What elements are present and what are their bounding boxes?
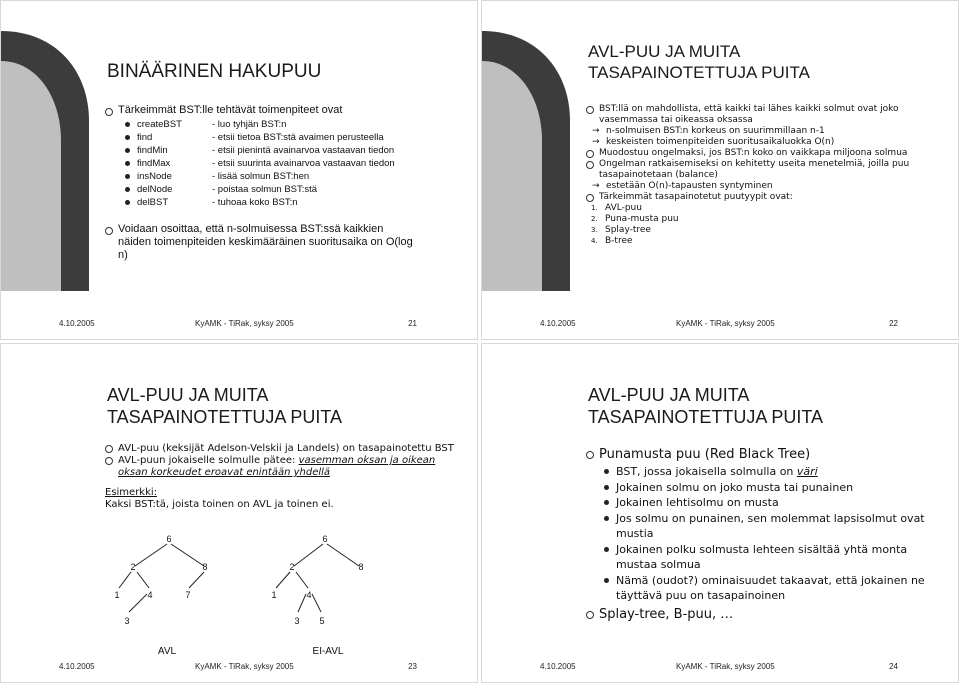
example-label: Esimerkki: [105,487,158,498]
sub-bullet: Jokainen lehtisolmu on musta [604,495,942,511]
arrow-item: → keskeisten toimenpiteiden suoritusaikaluokka O(n) [592,137,942,148]
slide-24: AVL-PUU JA MUITA TASAPAINOTETTUJA PUITA Punamusta puu (Red Black Tree) BST, jossa jokaisella solmulla on väri Jokainen solmu on joko musta tai punainen Jokainen lehtisolmu on musta Jos solmu on punainen, sen molemmat lapsisolmut ovat mustia Jokainen polku solmusta lehteen sisältää yhtä monta mustaa solmua Nämä (oudot?) ominaisuudet takaavat, että jokainen ne täyttävä puu on tasapainoinen Splay-tree, B-puu, … 4.10.2005 KyAMK - TiRak, syksy 2005 24 [481,343,959,683]
slide-21: BINÄÄRINEN HAKUPUU Tärkeimmät BST:lle tehtävät toimenpiteet ovat createBST - luo tyhjän BST:n find - etsii tietoa BST:stä avaimen perusteella findMin - etsii pienintä avainarvoa vastaavan tiedon findMax - etsii suurinta avainarvoa vastaavan tiedon insNode - lisää solmun BST:hen delNode - poistaa solmun BST:stä delBST - tuhoaa koko BST:n Voidaan osoittaa, että n-solmuisessa BST:ssä kaikkien näiden toimenpiteiden keskimääräinen suoritusaika on O(log n) 4.10.2005 KyAMK - TiRak, syksy 2005 21 [0,0,478,340]
tree-node: 1 [271,590,277,600]
bullet: Tärkeimmät tasapainotetut puutyypit ovat: [586,192,942,203]
tree-diagrams [1,524,478,664]
tree-node: 2 [130,562,136,572]
tree-node: 7 [185,590,191,600]
sub-bullet: Jokainen polku solmusta lehteen sisältää yhtä monta mustaa solmua [604,542,942,573]
bullet: AVL-puun jokaiselle solmulle pätee: vasemman oksan ja oikean oksan korkeudet eroavat enintään yhdellä [105,455,461,479]
arrow-item: → estetään O(n)-tapausten syntyminen [592,181,942,192]
type-item: 3. Splay-tree [591,225,651,235]
sub-bullet: BST, jossa jokaisella solmulla on väri [604,464,942,480]
function-item: findMax - etsii suurinta avainarvoa vastaavan tiedon [125,157,461,170]
function-item: find - etsii tietoa BST:stä avaimen perusteella [125,131,461,144]
bullet: Punamusta puu (Red Black Tree) [586,446,942,464]
slide-decoration [482,1,602,340]
tree-node: 4 [306,590,312,600]
sub-bullet: Jos solmu on punainen, sen molemmat lapsisolmut ovat mustia [604,511,942,542]
tree-node: 6 [322,534,328,544]
slide-23: AVL-PUU JA MUITA TASAPAINOTETTUJA PUITA AVL-puu (keksijät Adelson-Velskii ja Landels) on tasapainotettu BST AVL-puun jokaiselle solmulle pätee: vasemman oksan ja oikean oksan korkeudet eroavat enintään yhdellä Esimerkki: Kaksi BST:tä, joista toinen on AVL ja toinen ei. 6 2 8 1 4 7 3 AVL 6 2 8 1 4 3 5 EI-AVL 4.10.2005 KyAMK - TiRak, syksy 2005 23 [0,343,478,683]
tree-label: AVL [157,646,177,657]
intro-text: Tärkeimmät BST:lle tehtävät toimenpiteet ovat [105,104,461,116]
bullet: AVL-puu (keksijät Adelson-Velskii ja Landels) on tasapainotettu BST [105,443,461,455]
tree-node: 3 [124,616,130,626]
function-item: insNode - lisää solmun BST:hen [125,170,461,183]
bullet: Muodostuu ongelmaksi, jos BST:n koko on vaikkapa miljoona solmua [586,148,942,159]
tree-node: 3 [294,616,300,626]
slide-title: AVL-PUU JA MUITA TASAPAINOTETTUJA PUITA [107,385,343,427]
slide-body [105,443,461,511]
bullet: Ongelman ratkaisemiseksi on kehitetty useita menetelmiä, joilla puu tasapainotetaan (balance) [586,159,942,181]
tree-node: 6 [166,534,172,544]
tree-node: 5 [319,616,325,626]
sub-bullet: Jokainen solmu on joko musta tai punainen [604,480,942,496]
function-item: findMin - etsii pienintä avainarvoa vastaavan tiedon [125,144,461,157]
tree-label: EI-AVL [312,646,344,657]
bullet: Splay-tree, B-puu, … [586,606,942,624]
slide-decoration [1,1,121,340]
example-text: Kaksi BST:tä, joista toinen on AVL ja toinen ei. [105,499,334,510]
tree-node: 1 [114,590,120,600]
bullet: BST:llä on mahdollista, että kaikki tai lähes kaikki solmut ovat joko vasemmassa tai oikeassa oksassa [586,104,942,126]
function-item: createBST - luo tyhjän BST:n [125,118,461,131]
slide-body [586,446,942,624]
function-item: delNode - poistaa solmun BST:stä [125,183,461,196]
slide-body [105,104,461,262]
function-list [105,118,461,209]
slide-title: AVL-PUU JA MUITA TASAPAINOTETTUJA PUITA [588,42,810,82]
slide-body [586,104,942,247]
slide-title: AVL-PUU JA MUITA TASAPAINOTETTUJA PUITA [588,385,824,427]
tree-node: 8 [202,562,208,572]
tree-node: 8 [358,562,364,572]
tree-node: 4 [147,590,153,600]
slide-22: AVL-PUU JA MUITA TASAPAINOTETTUJA PUITA BST:llä on mahdollista, että kaikki tai lähes kaikki solmut ovat joko vasemmassa tai oikeassa oksassa → n-solmuisen BST:n korkeus on suurimmillaan n-1 → keskeisten toimenpiteiden suoritusaikaluokka O(n) Muodostuu ongelmaksi, jos BST:n koko on vaikkapa miljoona solmua Ongelman ratkaisemiseksi on kehitetty useita menetelmiä, joilla puu tasapainotetaan (balance) → estetään O(n)-tapausten syntyminen Tärkeimmät tasapainotetut puutyypit ovat: 1. AVL-puu 2. Puna-musta puu 3. Splay-tree 4. B-tree 4.10.2005 KyAMK - TiRak, syksy 2005 22 [481,0,959,340]
conclusion-text: Voidaan osoittaa, että n-solmuisessa BST:ssä kaikkien näiden toimenpiteiden keskimääräinen suoritusaika on O(log n) [105,223,418,262]
slide-title: BINÄÄRINEN HAKUPUU [107,61,322,82]
type-item: 2. Puna-musta puu [591,214,679,224]
arrow-item: → n-solmuisen BST:n korkeus on suurimmillaan n-1 [592,126,942,137]
tree-node: 2 [289,562,295,572]
type-item: 1. AVL-puu [591,203,642,213]
sub-bullet: Nämä (oudot?) ominaisuudet takaavat, että jokainen ne täyttävä puu on tasapainoinen [604,573,942,604]
function-item: delBST - tuhoaa koko BST:n [125,196,461,209]
type-item: 4. B-tree [591,236,633,246]
